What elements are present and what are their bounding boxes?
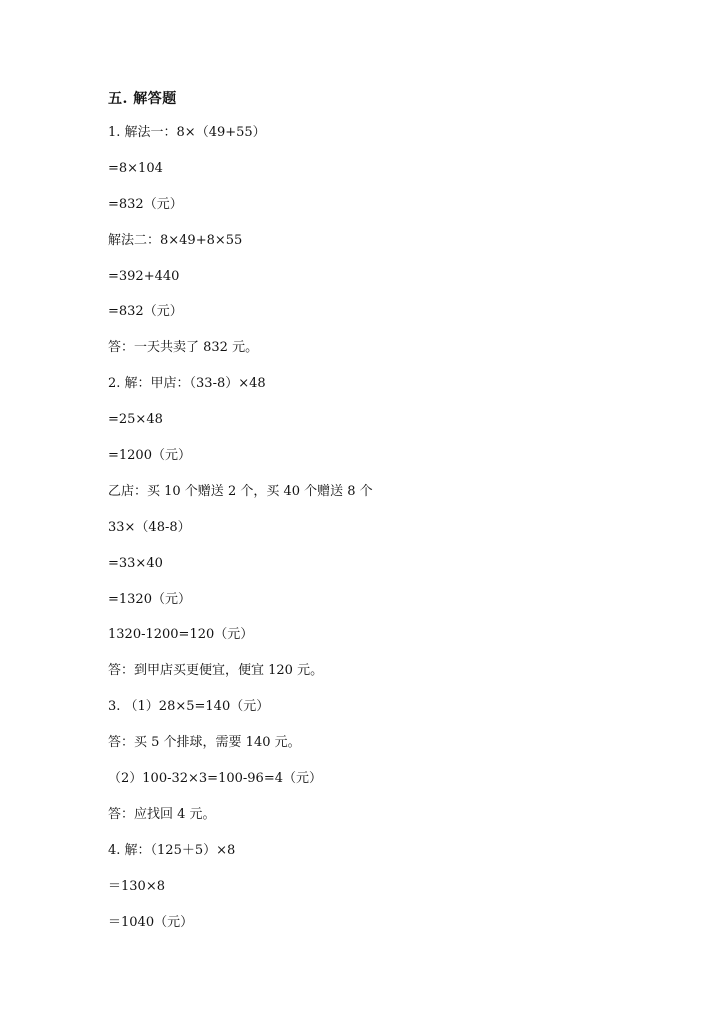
answer-line: =25×48 (108, 412, 163, 428)
answer-line: 答：买 5 个排球，需要 140 元。 (108, 735, 301, 751)
answer-line: =392+440 (108, 268, 180, 284)
answer-line: =832（元） (108, 196, 183, 212)
section-title: 五. 解答题 (108, 91, 177, 107)
answer-line: 1320-1200=120（元） (108, 627, 254, 643)
answer-line: ＝130×8 (108, 878, 165, 894)
answer-line: =33×40 (108, 555, 163, 571)
answer-line: （2）100-32×3=100-96=4（元） (108, 771, 322, 787)
answer-line: =1200（元） (108, 448, 191, 464)
answer-line: 解法二：8×49+8×55 (108, 232, 243, 248)
answer-line: 4. 解：（125＋5）×8 (108, 842, 236, 858)
answer-line: 2. 解：甲店：（33-8）×48 (108, 376, 266, 392)
answer-line: 答：一天共卖了 832 元。 (108, 340, 259, 356)
answer-line: 1. 解法一：8×（49+55） (108, 125, 266, 140)
answer-line: 3. （1）28×5=140（元） (108, 699, 270, 715)
answer-line: 33×（48-8） (108, 519, 191, 535)
answer-line: =832（元） (108, 304, 183, 320)
answer-line: 乙店：买 10 个赠送 2 个，买 40 个赠送 8 个 (108, 483, 373, 499)
answer-line: 答：应找回 4 元。 (108, 806, 216, 822)
answer-line: =1320（元） (108, 591, 191, 607)
answer-line: =8×104 (108, 160, 163, 176)
answer-lines (108, 124, 668, 949)
answer-line: 答：到甲店买更便宜，便宜 120 元。 (108, 663, 324, 679)
answer-line: ＝1040（元） (108, 914, 194, 930)
